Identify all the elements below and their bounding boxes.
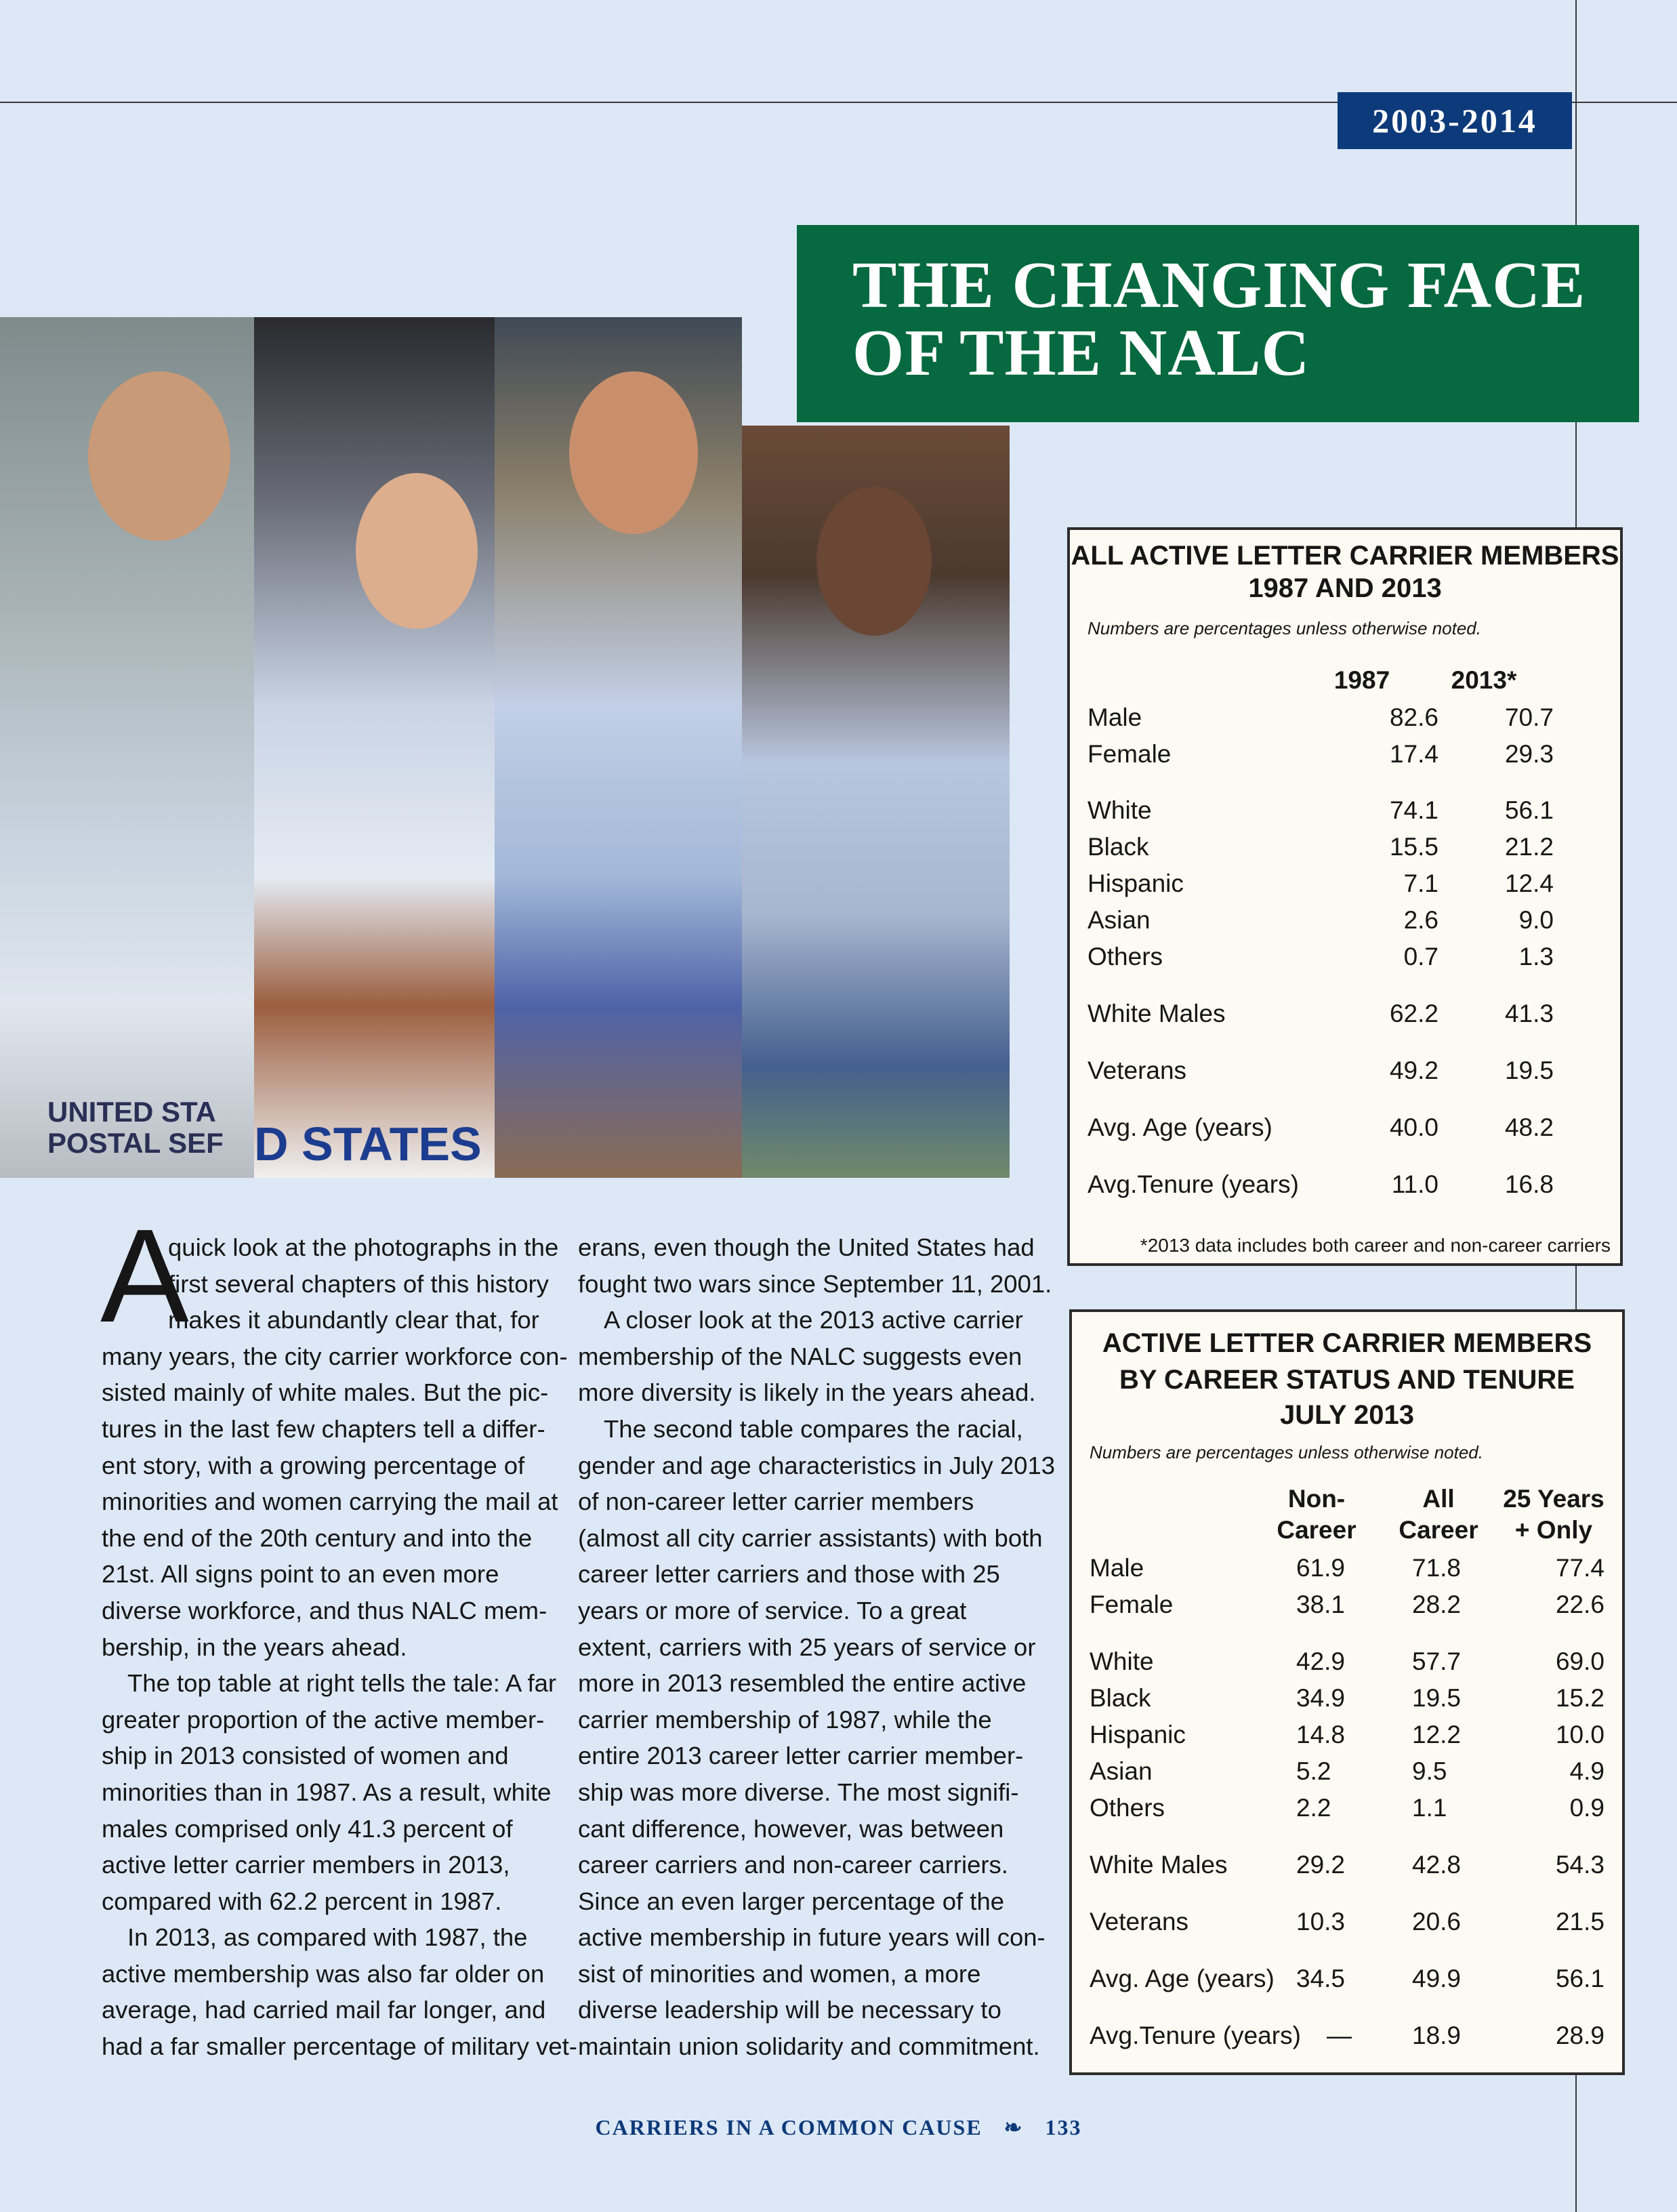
cell-value: — <box>1327 2022 1352 2049</box>
cell-value: 19.5 <box>1504 1057 1554 1084</box>
photo-caption-line: UNITED STA <box>47 1096 216 1128</box>
cell-value: 16.8 <box>1504 1170 1554 1198</box>
article-line: years or more of service. To a great <box>578 1596 967 1624</box>
cell-value: 28.9 <box>1555 2022 1604 2049</box>
row-label: White <box>1090 1647 1154 1675</box>
cell-value: 42.8 <box>1412 1851 1462 1879</box>
cell-value: 38.1 <box>1296 1591 1346 1618</box>
row-label: White Males <box>1090 1851 1228 1879</box>
cell-value: 40.0 <box>1389 1113 1438 1141</box>
face-shape <box>88 371 230 541</box>
article-line: carrier membership of 1987, while the <box>578 1705 992 1734</box>
photo-caption: D STATES <box>254 1118 482 1170</box>
photo-carrier-3 <box>495 317 742 1178</box>
column-header: 1987 <box>1333 666 1390 694</box>
drop-cap: A <box>100 1202 189 1350</box>
cell-value: 21.5 <box>1555 1908 1604 1936</box>
table-title: BY CAREER STATUS AND TENURE <box>1119 1365 1575 1395</box>
cell-value: 29.2 <box>1296 1851 1346 1879</box>
face-shape <box>816 487 932 636</box>
article-line: many years, the city carrier workforce con- <box>102 1342 568 1370</box>
cell-value: 11.0 <box>1391 1170 1438 1198</box>
cell-value: 1.1 <box>1412 1794 1447 1822</box>
article-line: more diversity is likely in the years ahead. <box>578 1378 1036 1407</box>
article-column-1 <box>102 1229 577 2065</box>
article-line: maintain union solidarity and commitment. <box>578 2032 1040 2061</box>
page-number: 133 <box>1045 2115 1082 2139</box>
article-line: first several chapters of this history <box>168 1269 549 1298</box>
article-line: had a far smaller percentage of military vet- <box>102 2032 577 2061</box>
row-label: Asian <box>1088 906 1151 934</box>
table-row <box>1088 832 1602 862</box>
article-line: Since an even larger percentage of the <box>578 1887 1005 1915</box>
cell-value: 70.7 <box>1504 703 1554 731</box>
table-row <box>1090 1964 1604 1994</box>
row-label: White <box>1088 796 1152 824</box>
column-header: + Only <box>1514 1516 1593 1544</box>
table-row <box>1088 1056 1602 1086</box>
table-row <box>1088 1113 1602 1143</box>
table-title: 1987 AND 2013 <box>1248 573 1442 603</box>
article-line: extent, carriers with 25 years of service or <box>578 1633 1036 1661</box>
cell-value: 74.1 <box>1389 796 1438 824</box>
cell-value: 22.6 <box>1555 1591 1604 1618</box>
article-line: diverse workforce, and thus NALC mem- <box>102 1596 547 1624</box>
column-header: Career <box>1277 1516 1357 1544</box>
article-line: average, had carried mail far longer, and <box>102 1996 546 2024</box>
row-label: Veterans <box>1090 1908 1189 1936</box>
article-line: (almost all city carrier assistants) with both <box>578 1523 1043 1552</box>
table-row <box>1088 739 1602 769</box>
table-title: ALL ACTIVE LETTER CARRIER MEMBERS <box>1071 541 1619 571</box>
article-line: tures in the last few chapters tell a differ- <box>102 1414 545 1443</box>
footer-title: CARRIERS IN A COMMON CAUSE <box>595 2115 982 2139</box>
cell-value: 49.2 <box>1389 1057 1438 1084</box>
article-line: career carriers and non-career carriers. <box>578 1851 1008 1879</box>
article-line: compared with 62.2 percent in 1987. <box>102 1887 502 1915</box>
cell-value: 71.8 <box>1412 1554 1462 1582</box>
article-line: fought two wars since September 11, 2001. <box>578 1269 1052 1298</box>
article-line: minorities than in 1987. As a result, white <box>102 1778 552 1806</box>
page-footer <box>0 2114 1677 2140</box>
cell-value: 57.7 <box>1412 1647 1462 1675</box>
row-label: Hispanic <box>1090 1721 1186 1748</box>
article-line: sist of minorities and women, a more <box>578 1959 981 1988</box>
cell-value: 9.5 <box>1412 1757 1447 1785</box>
article-line: ent story, with a growing percentage of <box>102 1451 525 1479</box>
cell-value: 48.2 <box>1504 1113 1554 1141</box>
table-row <box>1088 869 1602 899</box>
cell-value: 29.3 <box>1504 740 1554 768</box>
table-members-by-career-status <box>1069 1309 1625 2075</box>
row-label: Avg.Tenure (years) <box>1090 2022 1301 2049</box>
row-label: Female <box>1090 1591 1174 1618</box>
article-line: makes it abundantly clear that, for <box>168 1306 539 1334</box>
table-note: Numbers are percentages unless otherwise noted. <box>1090 1442 1483 1462</box>
table-note: Numbers are percentages unless otherwise noted. <box>1088 618 1481 638</box>
article-line: active membership was also far older on <box>102 1959 545 1988</box>
cell-value: 19.5 <box>1412 1684 1462 1712</box>
era-text: 2003-2014 <box>1372 102 1537 140</box>
cell-value: 20.6 <box>1412 1908 1462 1936</box>
table-row <box>1090 1683 1604 1713</box>
title-line-2: OF THE NALC <box>852 316 1310 390</box>
article-line: ship was more diverse. The most signifi- <box>578 1778 1019 1806</box>
cell-value: 0.9 <box>1569 1794 1604 1822</box>
title-line-1: THE CHANGING FACE <box>852 249 1586 322</box>
row-label: Male <box>1088 703 1142 731</box>
cell-value: 41.3 <box>1504 1000 1554 1027</box>
cell-value: 0.7 <box>1403 943 1438 970</box>
cell-value: 54.3 <box>1555 1851 1604 1879</box>
table-row <box>1088 999 1602 1029</box>
article-line: quick look at the photographs in the <box>168 1233 559 1261</box>
table-row <box>1090 1590 1604 1620</box>
column-header: 2013* <box>1451 666 1517 694</box>
article-line: the end of the 20th century and into the <box>102 1523 533 1552</box>
cell-value: 7.1 <box>1403 869 1438 897</box>
article-line: entire 2013 career letter carrier member- <box>578 1742 1024 1770</box>
table-members-1987-2013 <box>1067 527 1623 1266</box>
row-label: Female <box>1088 740 1172 768</box>
cell-value: 4.9 <box>1569 1757 1604 1785</box>
table-header-row <box>1088 665 1602 695</box>
table-row <box>1088 703 1602 733</box>
cell-value: 77.4 <box>1555 1554 1604 1582</box>
article-line: minorities and women carrying the mail at <box>102 1488 558 1516</box>
table-title: JULY 2013 <box>1280 1400 1414 1430</box>
cell-value: 28.2 <box>1412 1591 1462 1618</box>
cell-value: 49.9 <box>1412 1965 1462 1992</box>
column-header: 25 Years <box>1503 1485 1604 1513</box>
cell-value: 5.2 <box>1296 1757 1331 1785</box>
column-header: Non- <box>1287 1485 1346 1513</box>
row-label: White Males <box>1088 1000 1226 1027</box>
chapter-title <box>797 225 1639 422</box>
cell-value: 82.6 <box>1389 703 1438 731</box>
cell-value: 10.3 <box>1296 1908 1346 1936</box>
cell-value: 34.5 <box>1296 1965 1346 1992</box>
row-label: Avg.Tenure (years) <box>1088 1170 1299 1198</box>
table-row <box>1088 905 1602 935</box>
cell-value: 10.0 <box>1555 1721 1604 1748</box>
article-line: bership, in the years ahead. <box>102 1633 407 1661</box>
article-line: active letter carrier members in 2013, <box>102 1851 510 1879</box>
cell-value: 14.8 <box>1296 1721 1346 1748</box>
article-line: diverse leadership will be necessary to <box>578 1996 1001 2024</box>
photo-carrier-4 <box>742 426 1010 1178</box>
cell-value: 2.2 <box>1296 1794 1331 1822</box>
article-line: more in 2013 resembled the entire active <box>578 1669 1027 1698</box>
article-line: The top table at right tells the tale: A far <box>127 1669 557 1698</box>
cell-value: 12.4 <box>1504 869 1554 897</box>
article-line: erans, even though the United States had <box>578 1233 1035 1261</box>
face-shape <box>356 473 478 629</box>
table-row <box>1090 1720 1604 1750</box>
table-row <box>1088 796 1602 825</box>
cell-value: 69.0 <box>1555 1647 1604 1675</box>
cell-value: 62.2 <box>1389 1000 1438 1027</box>
photo-carrier-2 <box>254 317 495 1178</box>
cell-value: 56.1 <box>1555 1965 1604 1992</box>
row-label: Others <box>1088 943 1163 970</box>
article-column-2 <box>578 1229 1055 2065</box>
cell-value: 61.9 <box>1296 1554 1346 1582</box>
table-row <box>1090 1553 1604 1583</box>
table-title: ACTIVE LETTER CARRIER MEMBERS <box>1102 1328 1592 1358</box>
row-label: Hispanic <box>1088 869 1184 897</box>
article-line: of non-career letter carrier members <box>578 1488 974 1516</box>
photo-caption-line: POSTAL SEF <box>47 1127 224 1159</box>
row-label: Male <box>1090 1554 1144 1582</box>
article-line: cant difference, however, was between <box>578 1814 1004 1843</box>
table-row <box>1090 2021 1604 2051</box>
row-label: Avg. Age (years) <box>1088 1113 1272 1141</box>
column-header: All <box>1422 1485 1455 1513</box>
table-row <box>1090 1647 1604 1677</box>
article-line: active membership in future years will con- <box>578 1923 1045 1952</box>
cell-value: 15.5 <box>1389 833 1438 861</box>
cell-value: 21.2 <box>1504 833 1554 861</box>
article-line: membership of the NALC suggests even <box>578 1342 1022 1370</box>
table-row <box>1090 1757 1604 1786</box>
cell-value: 18.9 <box>1412 2022 1462 2049</box>
era-badge <box>1338 92 1572 149</box>
cell-value: 56.1 <box>1504 796 1554 824</box>
article-line: gender and age characteristics in July 2013 <box>578 1451 1056 1479</box>
cell-value: 12.2 <box>1412 1721 1462 1748</box>
cell-value: 1.3 <box>1518 943 1554 970</box>
table-header-row <box>1090 1515 1604 1545</box>
table-row <box>1090 1793 1604 1823</box>
table-header-row <box>1090 1484 1604 1514</box>
article-line: In 2013, as compared with 1987, the <box>127 1923 528 1952</box>
article-line: 21st. All signs point to an even more <box>102 1560 499 1589</box>
table-row <box>1088 1170 1602 1200</box>
table-row <box>1088 942 1602 972</box>
article-line: career letter carriers and those with 25 <box>578 1560 1000 1589</box>
article-line: males comprised only 41.3 percent of <box>102 1814 513 1843</box>
article-line: greater proportion of the active member- <box>102 1705 545 1734</box>
cell-value: 15.2 <box>1555 1684 1604 1712</box>
cell-value: 9.0 <box>1518 906 1554 934</box>
table-row <box>1090 1907 1604 1937</box>
table-row <box>1090 1850 1604 1880</box>
cell-value: 34.9 <box>1296 1684 1346 1712</box>
article-line: A closer look at the 2013 active carrier <box>604 1306 1023 1334</box>
article-line: ship in 2013 consisted of women and <box>102 1742 509 1770</box>
face-shape <box>569 371 698 534</box>
article-line: sisted mainly of white males. But the pic- <box>102 1378 549 1407</box>
photo-carrier-1 <box>0 317 254 1178</box>
row-label: Avg. Age (years) <box>1090 1965 1275 1992</box>
row-label: Black <box>1090 1684 1151 1712</box>
table-footnote: *2013 data includes both career and non-career carriers <box>1140 1235 1611 1256</box>
article-line: The second table compares the racial, <box>604 1414 1023 1443</box>
row-label: Asian <box>1090 1757 1153 1785</box>
row-label: Others <box>1090 1794 1165 1822</box>
cell-value: 42.9 <box>1296 1647 1346 1675</box>
row-label: Veterans <box>1088 1057 1187 1084</box>
row-label: Black <box>1088 833 1149 861</box>
footer-ornament: ❧ <box>1003 2115 1024 2139</box>
cell-value: 2.6 <box>1403 906 1438 934</box>
column-header: Career <box>1399 1516 1478 1544</box>
cell-value: 17.4 <box>1389 740 1438 768</box>
